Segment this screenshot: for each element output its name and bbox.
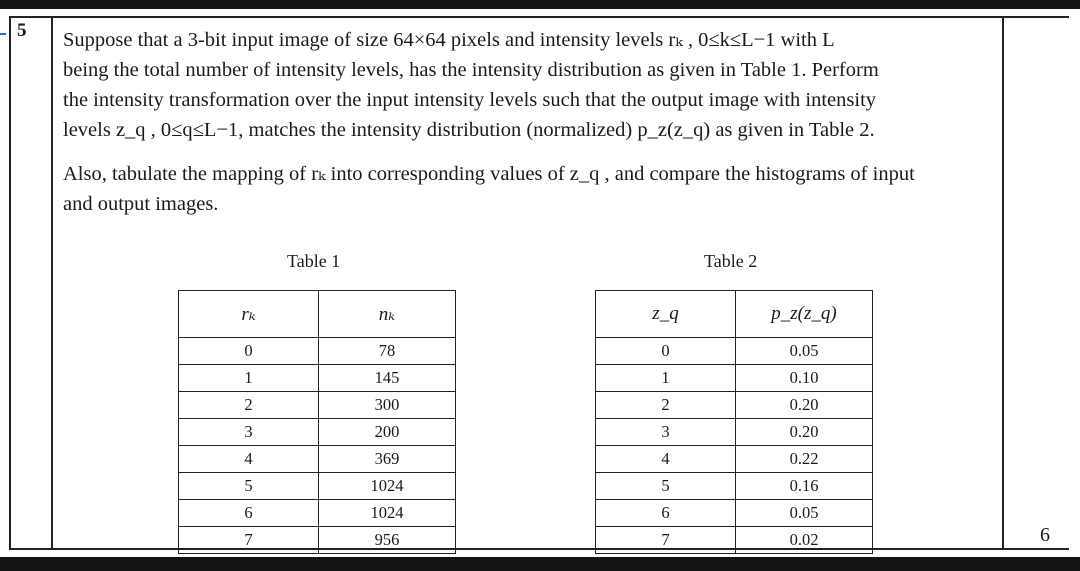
table-cell: 3	[179, 419, 319, 446]
table-cell: 3	[596, 419, 736, 446]
table-cell: 0.02	[736, 527, 873, 554]
table1-caption: Table 1	[287, 251, 341, 271]
table-row	[596, 446, 873, 473]
table-cell: 0	[179, 338, 319, 365]
table-cell: 0	[596, 338, 736, 365]
table-row	[596, 365, 873, 392]
bottom-border-bar	[0, 557, 1080, 571]
table-row	[179, 419, 456, 446]
table-cell: 0.20	[736, 392, 873, 419]
question-number: 5	[17, 20, 27, 41]
table-row	[179, 500, 456, 527]
table-cell: 78	[319, 338, 456, 365]
question-line-1: Suppose that a 3-bit input image of size 64×64 pixels and intensity levels rₖ , 0≤k≤L−1 with L	[63, 29, 835, 51]
table-row	[596, 500, 873, 527]
table-cell: 300	[319, 392, 456, 419]
table-cell: 956	[319, 527, 456, 554]
number-column-divider	[51, 16, 53, 550]
table-row	[179, 365, 456, 392]
table-cell: 0.22	[736, 446, 873, 473]
table-cell: 0.20	[736, 419, 873, 446]
top-border-bar	[0, 0, 1080, 9]
table-row	[179, 338, 456, 365]
table2-header-row	[596, 291, 873, 338]
question-marks: 6	[1040, 524, 1050, 546]
margin-marker	[0, 33, 6, 35]
table-cell: 6	[179, 500, 319, 527]
table2-header-zq: z_q	[596, 291, 736, 338]
question-text	[63, 25, 993, 219]
table-cell: 2	[596, 392, 736, 419]
table2	[595, 290, 873, 554]
table-cell: 1024	[319, 473, 456, 500]
marks-column-divider	[1002, 16, 1004, 550]
table-cell: 200	[319, 419, 456, 446]
question-line-3: the intensity transformation over the input intensity levels such that the output image with intensity	[63, 89, 877, 111]
table-cell: 5	[179, 473, 319, 500]
table2-header-pz: p_z(z_q)	[736, 291, 873, 338]
frame-left-line	[9, 16, 11, 550]
table-cell: 1	[596, 365, 736, 392]
table-row	[179, 446, 456, 473]
table1-header-rk: rₖ	[179, 291, 319, 338]
table-row	[596, 473, 873, 500]
table-row	[179, 527, 456, 554]
table-cell: 0.16	[736, 473, 873, 500]
table-cell: 7	[596, 527, 736, 554]
question-line-4: levels z_q , 0≤q≤L−1, matches the intensity distribution (normalized) p_z(z_q) as given in Table 2.	[63, 119, 875, 141]
table-row	[179, 473, 456, 500]
table-row	[179, 392, 456, 419]
table-row	[596, 338, 873, 365]
question-line-2: being the total number of intensity levels, has the intensity distribution as given in Table 1. Perform	[63, 59, 879, 81]
table-cell: 1024	[319, 500, 456, 527]
table-cell: 4	[596, 446, 736, 473]
table-cell: 6	[596, 500, 736, 527]
question-line-6: and output images.	[63, 193, 219, 215]
table-cell: 145	[319, 365, 456, 392]
question-line-5: Also, tabulate the mapping of rₖ into corresponding values of z_q , and compare the histograms of input	[63, 163, 915, 185]
table1-header-nk: nₖ	[319, 291, 456, 338]
table-row	[596, 419, 873, 446]
table-cell: 0.05	[736, 338, 873, 365]
table-cell: 5	[596, 473, 736, 500]
table-cell: 7	[179, 527, 319, 554]
table-row	[596, 392, 873, 419]
table-cell: 0.10	[736, 365, 873, 392]
table-cell: 2	[179, 392, 319, 419]
table1	[178, 290, 456, 554]
table-row	[596, 527, 873, 554]
table-cell: 4	[179, 446, 319, 473]
table-cell: 369	[319, 446, 456, 473]
table2-caption: Table 2	[704, 251, 758, 271]
table-cell: 1	[179, 365, 319, 392]
frame-top-line	[9, 16, 1069, 18]
frame-bottom-line	[9, 548, 1069, 550]
table-cell: 0.05	[736, 500, 873, 527]
table1-header-row	[179, 291, 456, 338]
